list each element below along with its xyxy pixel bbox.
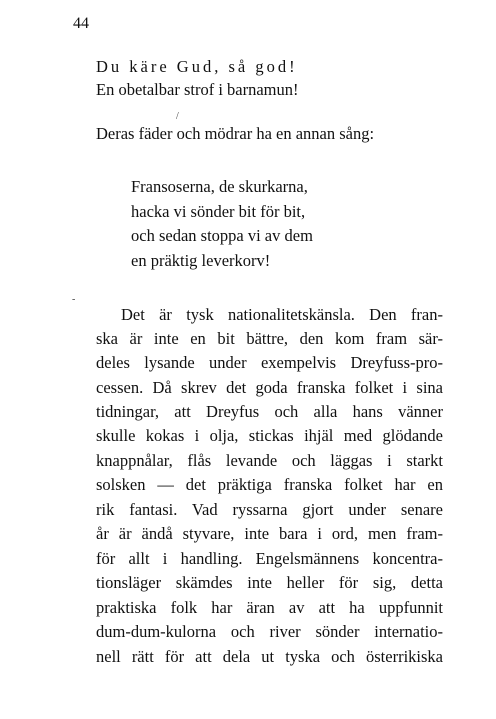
paragraph-line: solsken — det präktiga franska folket har en (96, 475, 443, 494)
page-number: 44 (73, 15, 89, 32)
paragraph-line: år är ändå styvare, inte bara i ord, men fram- (96, 524, 443, 543)
paragraph-line: knappnålar, flås levande och läggas i starkt (96, 451, 443, 470)
opening-line-1: Du käre Gud, så god! (96, 57, 298, 76)
opening-line-2: En obetalbar strof i barnamun! (96, 80, 299, 99)
paragraph-line: Det är tysk nationalitetskänsla. Den fran- (121, 305, 443, 324)
paragraph-line: rik fantasi. Vad ryssarna gjort under senare (96, 500, 443, 519)
paragraph-line: cessen. Då skrev det goda franska folket i sina (96, 378, 443, 397)
intro-line: Deras fäder och mödrar ha en annan sång: (96, 124, 375, 143)
print-mark: - (72, 294, 76, 305)
paragraph-line: ska är inte en bit bättre, den kom fram sär- (96, 329, 443, 348)
paragraph-line: för allt i handling. Engelsmännens koncentra- (96, 549, 443, 568)
paragraph-line: deles lysande under exempelvis Dreyfuss-pro- (96, 353, 443, 372)
paragraph-line: tionsläger skämdes inte heller för sig, detta (96, 573, 443, 592)
verse-line: hacka vi sönder bit för bit, (131, 202, 306, 221)
paragraph-line: nell rätt för att dela ut tyska och österrikiska (96, 647, 443, 666)
print-mark: / (176, 111, 179, 122)
paragraph-line: praktiska folk har äran av att ha uppfunnit (96, 598, 443, 617)
paragraph-line: skulle kokas i olja, stickas ihjäl med glödande (96, 426, 443, 445)
verse-line: och sedan stoppa vi av dem (131, 226, 313, 245)
verse-line: en präktig leverkorv! (131, 251, 271, 270)
paragraph-line: dum-dum-kulorna och river sönder internatio- (96, 622, 443, 641)
paragraph-line: tidningar, att Dreyfus och alla hans vänner (96, 402, 443, 421)
verse-line: Fransoserna, de skurkarna, (131, 177, 308, 196)
